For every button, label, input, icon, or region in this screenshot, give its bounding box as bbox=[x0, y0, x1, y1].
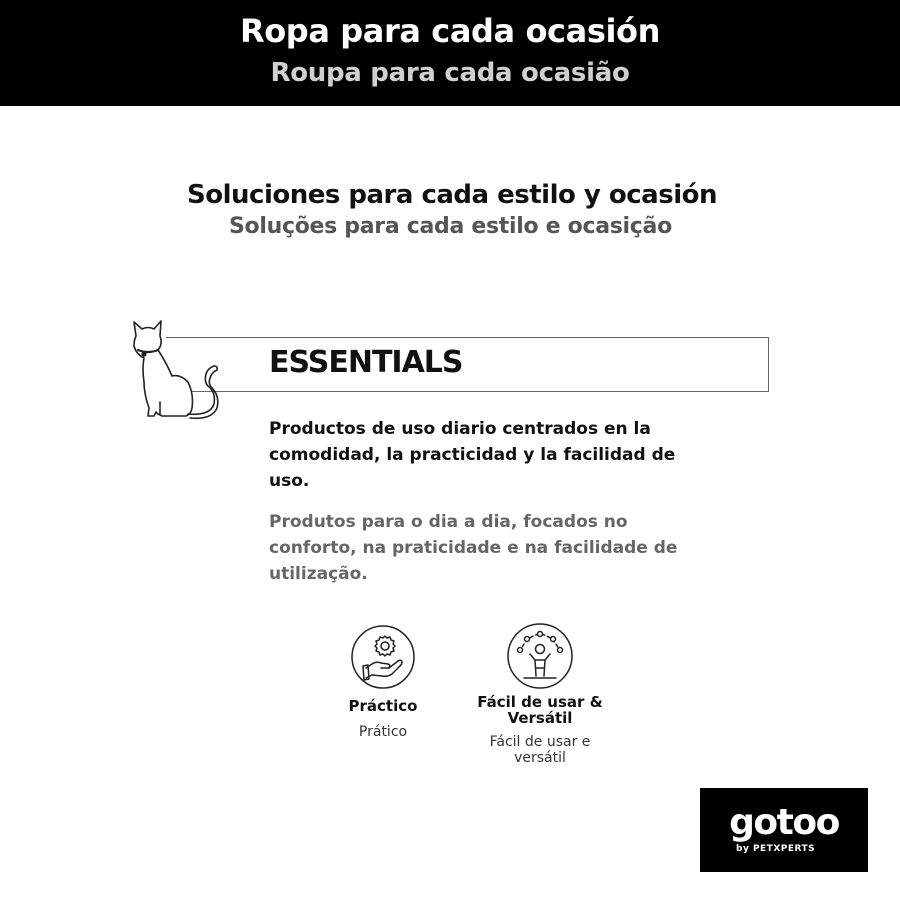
feature-practical-label-es: Práctico bbox=[348, 697, 418, 715]
top-banner bbox=[0, 0, 900, 106]
banner-title: Ropa para cada ocasión bbox=[239, 12, 660, 50]
brand-logo bbox=[700, 788, 868, 872]
section-title: ESSENTIALS bbox=[269, 345, 463, 380]
headline-pt: Soluções para cada estilo e ocasição bbox=[229, 214, 672, 239]
feature-easy-versatile-label-es: Fácil de usar & Versátil bbox=[477, 693, 603, 727]
feature-easy-versatile-label-pt: Fácil de usar e versátil bbox=[489, 734, 591, 766]
description-es: Productos de uso diario centrados en la comodidad, la practicidad y la facilidad de uso. bbox=[269, 419, 676, 491]
headline-es: Soluciones para cada estilo y ocasión bbox=[187, 180, 717, 210]
description-pt: Produtos para o dia a dia, focados no conforto, na praticidade e na facilidade de utilização. bbox=[269, 512, 678, 584]
logo-wordmark: gotoo bbox=[729, 802, 839, 843]
feature-practical bbox=[323, 624, 443, 740]
gear-hand-icon bbox=[350, 624, 416, 690]
feature-practical-label-pt: Prático bbox=[358, 724, 408, 740]
cat-icon bbox=[122, 316, 222, 424]
section-title-frame bbox=[166, 337, 769, 392]
logo-byline: by PETXPERTS bbox=[736, 844, 816, 854]
banner-subtitle: Roupa para cada ocasião bbox=[270, 58, 630, 88]
feature-easy-versatile bbox=[470, 622, 610, 766]
person-orbit-icon bbox=[506, 622, 574, 690]
